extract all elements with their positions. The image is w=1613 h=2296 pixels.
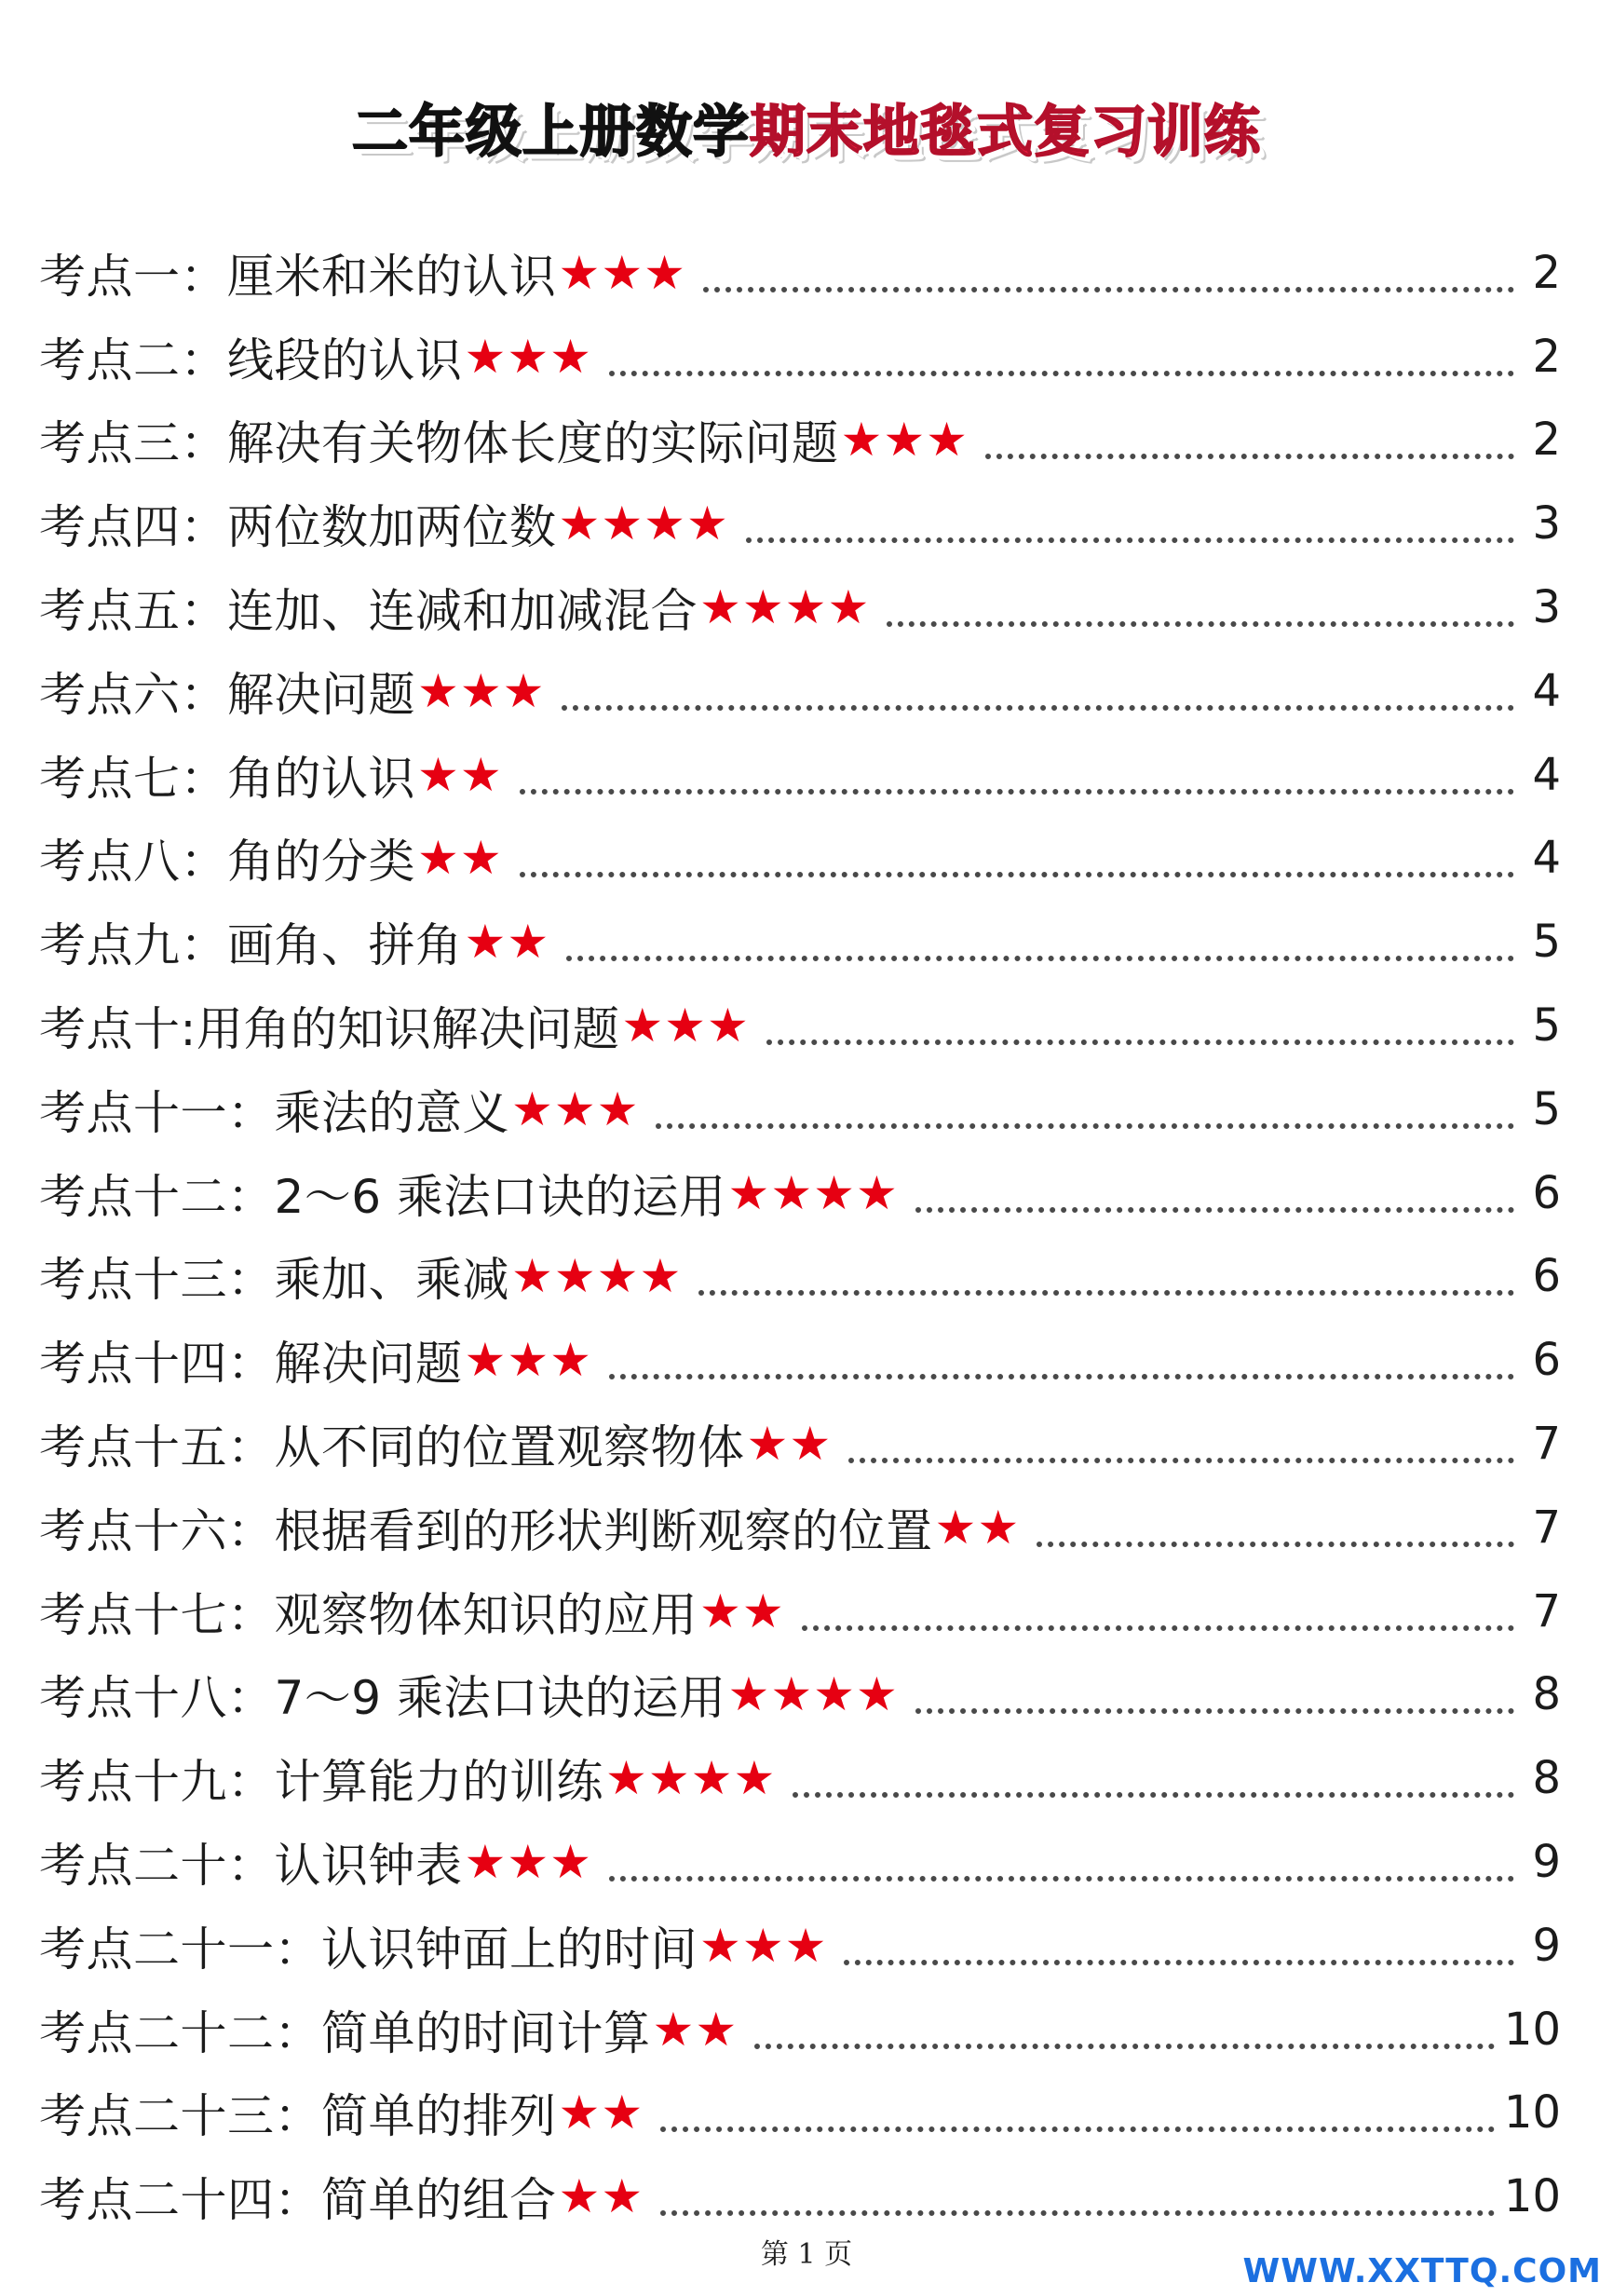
toc-entry: [39, 565, 1561, 649]
toc-entry: [39, 1988, 1561, 2072]
toc-page-number: 4: [1532, 748, 1561, 801]
toc-entry: [39, 1486, 1561, 1569]
toc-entry: [39, 2154, 1561, 2238]
dot-leader: [844, 1960, 1514, 1965]
toc-entry-label: 考点二：线段的认识: [39, 333, 463, 387]
toc-entry: [39, 1235, 1561, 1319]
toc-entry-label: 考点六：解决问题: [39, 667, 415, 722]
dot-leader: [848, 1458, 1514, 1463]
toc-entry-label: 考点九：画角、拼角: [39, 918, 463, 973]
toc-page-number: 7: [1532, 1501, 1561, 1554]
dot-leader: [915, 1207, 1514, 1213]
toc-entry-label: 考点二十一：认识钟面上的时间: [39, 1922, 698, 1977]
toc-page-number: 6: [1532, 1334, 1561, 1387]
difficulty-stars: ★★★: [699, 1918, 828, 1973]
toc-entry-label: 考点二十三：简单的排列: [39, 2089, 557, 2144]
title-accent-text: 期末地毯式复习训练: [750, 100, 1261, 165]
toc-entry-label: 考点五：连加、连减和加减混合: [39, 584, 698, 639]
dot-leader: [566, 956, 1514, 961]
toc-page-number: 5: [1532, 1082, 1561, 1135]
toc-entry: [39, 733, 1561, 817]
toc-entry-label: 考点十三：乘加、乘减: [39, 1253, 509, 1308]
toc-page-number: 3: [1532, 497, 1561, 550]
dot-leader: [660, 2210, 1495, 2216]
toc-entry: [39, 2072, 1561, 2155]
difficulty-stars: ★★★★: [727, 1165, 899, 1220]
toc-entry: [39, 1569, 1561, 1653]
dot-leader: [520, 872, 1514, 877]
dot-leader: [793, 1792, 1514, 1798]
difficulty-stars: ★★★: [840, 413, 969, 468]
toc-entry: [39, 1653, 1561, 1737]
difficulty-stars: ★★: [558, 2169, 644, 2224]
toc-entry: [39, 984, 1561, 1067]
dot-leader: [660, 2126, 1495, 2132]
dot-leader: [609, 1876, 1514, 1882]
toc-page-number: 7: [1532, 1418, 1561, 1471]
toc-page-number: 8: [1532, 1752, 1561, 1805]
toc-page-number: 5: [1532, 999, 1561, 1053]
difficulty-stars: ★★★: [558, 245, 686, 300]
toc-entry-label: 考点十六：根据看到的形状判断观察的位置: [39, 1503, 933, 1558]
difficulty-stars: ★★★★: [699, 580, 871, 635]
difficulty-stars: ★★★: [464, 1835, 592, 1890]
toc-entry-label: 考点二十：认识钟表: [39, 1839, 463, 1894]
page-number-footer: 第 1 页: [760, 2238, 853, 2271]
difficulty-stars: ★★: [558, 2085, 644, 2140]
toc-page-number: 2: [1532, 330, 1561, 383]
dot-leader: [520, 789, 1514, 795]
toc-page-number: 4: [1532, 664, 1561, 717]
toc-entry: [39, 482, 1561, 565]
site-watermark: WWW.XXTTQ.COM: [1242, 2252, 1602, 2290]
toc-page-number: 6: [1532, 1250, 1561, 1303]
document-title: [0, 48, 1613, 207]
toc-entry-label: 考点十九：计算能力的训练: [39, 1755, 603, 1810]
toc-entry: [39, 1402, 1561, 1486]
dot-leader: [754, 2044, 1495, 2049]
dot-leader: [915, 1708, 1514, 1714]
dot-leader: [562, 705, 1514, 711]
dot-leader: [609, 371, 1514, 376]
toc-page-number: 8: [1532, 1668, 1561, 1721]
toc-entry-label: 考点十四：解决问题: [39, 1337, 463, 1392]
toc-entry-label: 考点三：解决有关物体长度的实际问题: [39, 416, 839, 471]
toc-page-number: 7: [1532, 1584, 1561, 1637]
difficulty-stars: ★★★: [464, 1333, 592, 1388]
toc-entry-label: 考点八：角的分类: [39, 835, 415, 890]
dot-leader: [703, 287, 1514, 292]
toc-entry: [39, 399, 1561, 482]
dot-leader: [887, 621, 1514, 627]
toc-entry-label: 考点二十二：简单的时间计算: [39, 2005, 651, 2060]
toc-entry: [39, 900, 1561, 984]
dot-leader: [1037, 1542, 1514, 1547]
toc-entry: [39, 1820, 1561, 1904]
toc-page-number: 2: [1532, 414, 1561, 467]
toc-entry: [39, 1151, 1561, 1235]
difficulty-stars: ★★: [699, 1583, 785, 1638]
toc-entry: [39, 649, 1561, 733]
toc-entry-label: 考点二十四：简单的组合: [39, 2173, 557, 2228]
difficulty-stars: ★★★: [511, 1081, 640, 1136]
difficulty-stars: ★★: [417, 831, 503, 886]
toc-page-number: 3: [1532, 581, 1561, 634]
toc-entry: [39, 1736, 1561, 1820]
toc-page-number: 9: [1532, 1836, 1561, 1889]
toc-entry-label: 考点七：角的认识: [39, 751, 415, 806]
toc-entry-label: 考点十一：乘法的意义: [39, 1085, 509, 1140]
difficulty-stars: ★★★★: [511, 1249, 683, 1304]
difficulty-stars: ★★★: [464, 329, 592, 384]
title-main-text: 二年级上册数学: [352, 100, 750, 165]
toc-page-number: 6: [1532, 1166, 1561, 1219]
toc-page-number: 10: [1503, 2086, 1561, 2140]
toc-entry: [39, 1904, 1561, 1988]
difficulty-stars: ★★★: [417, 663, 546, 718]
difficulty-stars: ★★★★: [605, 1751, 777, 1806]
toc-entry-label: 考点十五：从不同的位置观察物体: [39, 1420, 745, 1475]
toc-page-number: 10: [1503, 2170, 1561, 2223]
dot-leader: [802, 1625, 1514, 1631]
toc-entry-label: 考点十七：观察物体知识的应用: [39, 1587, 698, 1642]
dot-leader: [656, 1123, 1514, 1129]
dot-leader: [698, 1290, 1514, 1296]
toc-entry: [39, 817, 1561, 901]
toc-entry: [39, 1318, 1561, 1402]
toc-page-number: 10: [1503, 2003, 1561, 2056]
difficulty-stars: ★★★: [621, 999, 750, 1053]
difficulty-stars: ★★★★: [727, 1667, 899, 1722]
toc-page-number: 5: [1532, 916, 1561, 969]
toc-entry-label: 考点十八：7～9 乘法口诀的运用: [39, 1671, 726, 1726]
toc-entry: [39, 315, 1561, 399]
difficulty-stars: ★★: [934, 1500, 1021, 1555]
toc-page-number: 2: [1532, 246, 1561, 299]
toc-entry-label: 考点一：厘米和米的认识: [39, 249, 557, 304]
difficulty-stars: ★★: [652, 2002, 739, 2057]
toc-entry-label: 考点十:用角的知识解决问题: [39, 1002, 620, 1057]
difficulty-stars: ★★: [464, 915, 550, 970]
dot-leader: [766, 1039, 1514, 1045]
toc-entry: [39, 1067, 1561, 1151]
toc-entry-label: 考点十二：2～6 乘法口诀的运用: [39, 1169, 726, 1224]
dot-leader: [746, 537, 1514, 543]
toc-entry: [39, 231, 1561, 315]
dot-leader: [609, 1374, 1514, 1379]
dot-leader: [985, 454, 1514, 459]
difficulty-stars: ★★: [746, 1417, 833, 1472]
difficulty-stars: ★★★★: [558, 496, 729, 551]
difficulty-stars: ★★: [417, 747, 503, 802]
toc-page-number: 4: [1532, 832, 1561, 885]
table-of-contents: [39, 231, 1561, 2238]
toc-page-number: 9: [1532, 1919, 1561, 1972]
toc-entry-label: 考点四：两位数加两位数: [39, 500, 557, 555]
